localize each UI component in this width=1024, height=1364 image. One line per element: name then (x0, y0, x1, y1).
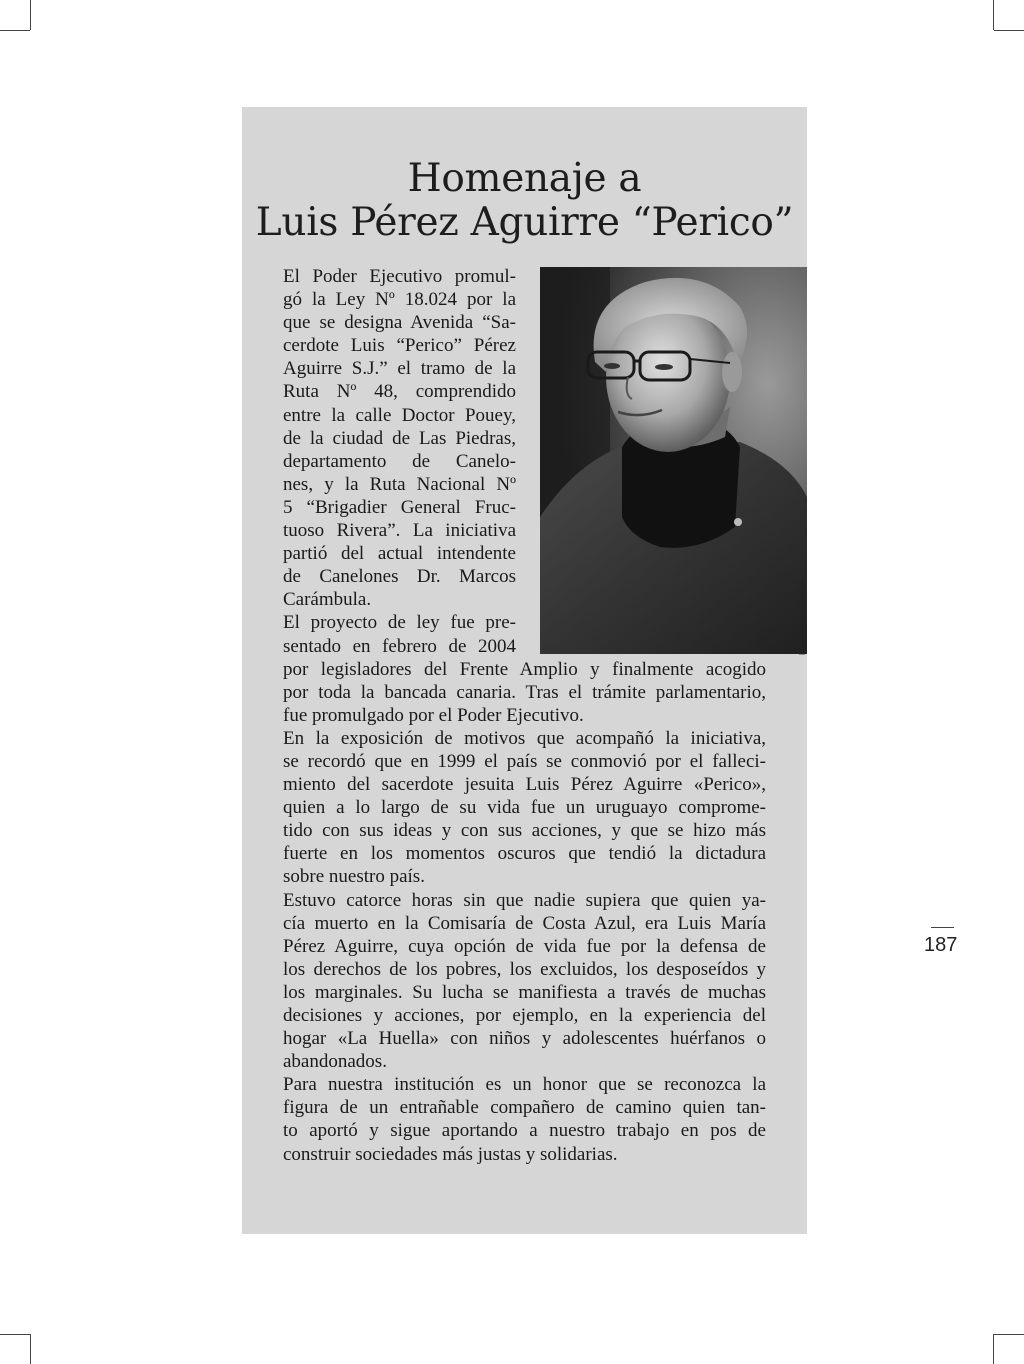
text-line: se recordó que en 1999 el país se conmovió por el falleci- (283, 750, 766, 772)
title-line-2: Luis Pérez Aguirre “Perico” (255, 200, 794, 245)
text-line: figura de un entrañable compañero de camino quien tan- (283, 1097, 766, 1119)
text-line: entre la calle Doctor Pouey, (283, 404, 516, 426)
crop-mark (30, 0, 31, 30)
folio-rule (931, 927, 954, 928)
photo-credit: Foto: Archivo Brecha (798, 580, 807, 655)
text-line: Pérez Aguirre, cuya opción de vida fue por la defensa de (283, 935, 766, 957)
crop-mark (993, 0, 994, 30)
text-line: tido con sus ideas y con sus acciones, y que se hizo más (283, 820, 766, 842)
text-line: por legisladores del Frente Amplio y finalmente acogido (283, 658, 766, 680)
text-line: fuerte en los momentos oscuros que tendió la dictadura (283, 843, 766, 865)
text-line: de Canelones Dr. Marcos (283, 566, 516, 588)
text-line: partió del actual intendente (283, 543, 516, 565)
crop-mark (993, 1334, 994, 1364)
article-body (283, 265, 766, 1166)
text-line: por toda la bancada canaria. Tras el trámite parlamentario, (283, 681, 766, 703)
text-line: El proyecto de ley fue pre- (283, 612, 516, 634)
text-line: de la ciudad de Las Piedras, (283, 427, 516, 449)
text-line: cía muerto en la Comisaría de Costa Azul, era Luis María (283, 912, 766, 934)
text-line: 5 “Brigadier General Fruc- (283, 496, 516, 518)
text-line: to aportó y sigue aportando a nuestro trabajo en pos de (283, 1120, 766, 1142)
text-line: decisiones y acciones, por ejemplo, en la experiencia del (283, 1005, 766, 1026)
text-line: Estuvo catorce horas sin que nadie supiera que quien ya- (283, 889, 766, 911)
crop-mark (994, 1334, 1024, 1335)
article-title (242, 157, 807, 245)
text-line: Aguirre S.J.” el tramo de la (283, 358, 516, 380)
crop-mark (30, 1334, 31, 1364)
text-line: fue promulgado por el Poder Ejecutivo. (283, 704, 584, 726)
page-number: 187 (924, 934, 958, 956)
text-line: nes, y la Ruta Nacional Nº (283, 473, 516, 495)
text-line: tuoso Rivera”. La iniciativa (283, 520, 516, 542)
text-line: gó la Ley Nº 18.024 por la (283, 289, 516, 311)
text-line: los marginales. Su lucha se manifiesta a través de muchas (283, 981, 766, 1003)
text-line: construir sociedades más justas y solidarias. (283, 1143, 618, 1165)
crop-mark (0, 30, 30, 31)
text-line: departamento de Canelo- (283, 450, 516, 472)
title-line-1: Homenaje a (407, 156, 642, 201)
crop-mark (0, 1334, 30, 1335)
text-line: Para nuestra institución es un honor que se reconozca la (283, 1074, 766, 1096)
text-line: Ruta Nº 48, comprendido (283, 381, 516, 403)
text-line: cerdote Luis “Perico” Pérez (283, 335, 516, 357)
text-line: abandonados. (283, 1051, 387, 1073)
text-line: El Poder Ejecutivo promul- (283, 266, 516, 287)
crop-mark (994, 30, 1024, 31)
text-line: que se designa Avenida “Sa- (283, 312, 516, 334)
text-line: Carámbula. (283, 589, 372, 611)
text-line: miento del sacerdote jesuita Luis Pérez Aguirre «Perico», (283, 774, 766, 796)
text-line: sobre nuestro país. (283, 866, 425, 888)
text-line: sentado en febrero de 2004 (283, 635, 516, 657)
text-line: quien a lo largo de su vida fue un uruguayo comprome- (283, 797, 766, 819)
text-line: los derechos de los pobres, los excluidos, los desposeídos y (283, 958, 766, 980)
text-line: hogar «La Huella» con niños y adolescentes huérfanos o (283, 1028, 766, 1050)
text-line: En la exposición de motivos que acompañó la iniciativa, (283, 727, 766, 749)
